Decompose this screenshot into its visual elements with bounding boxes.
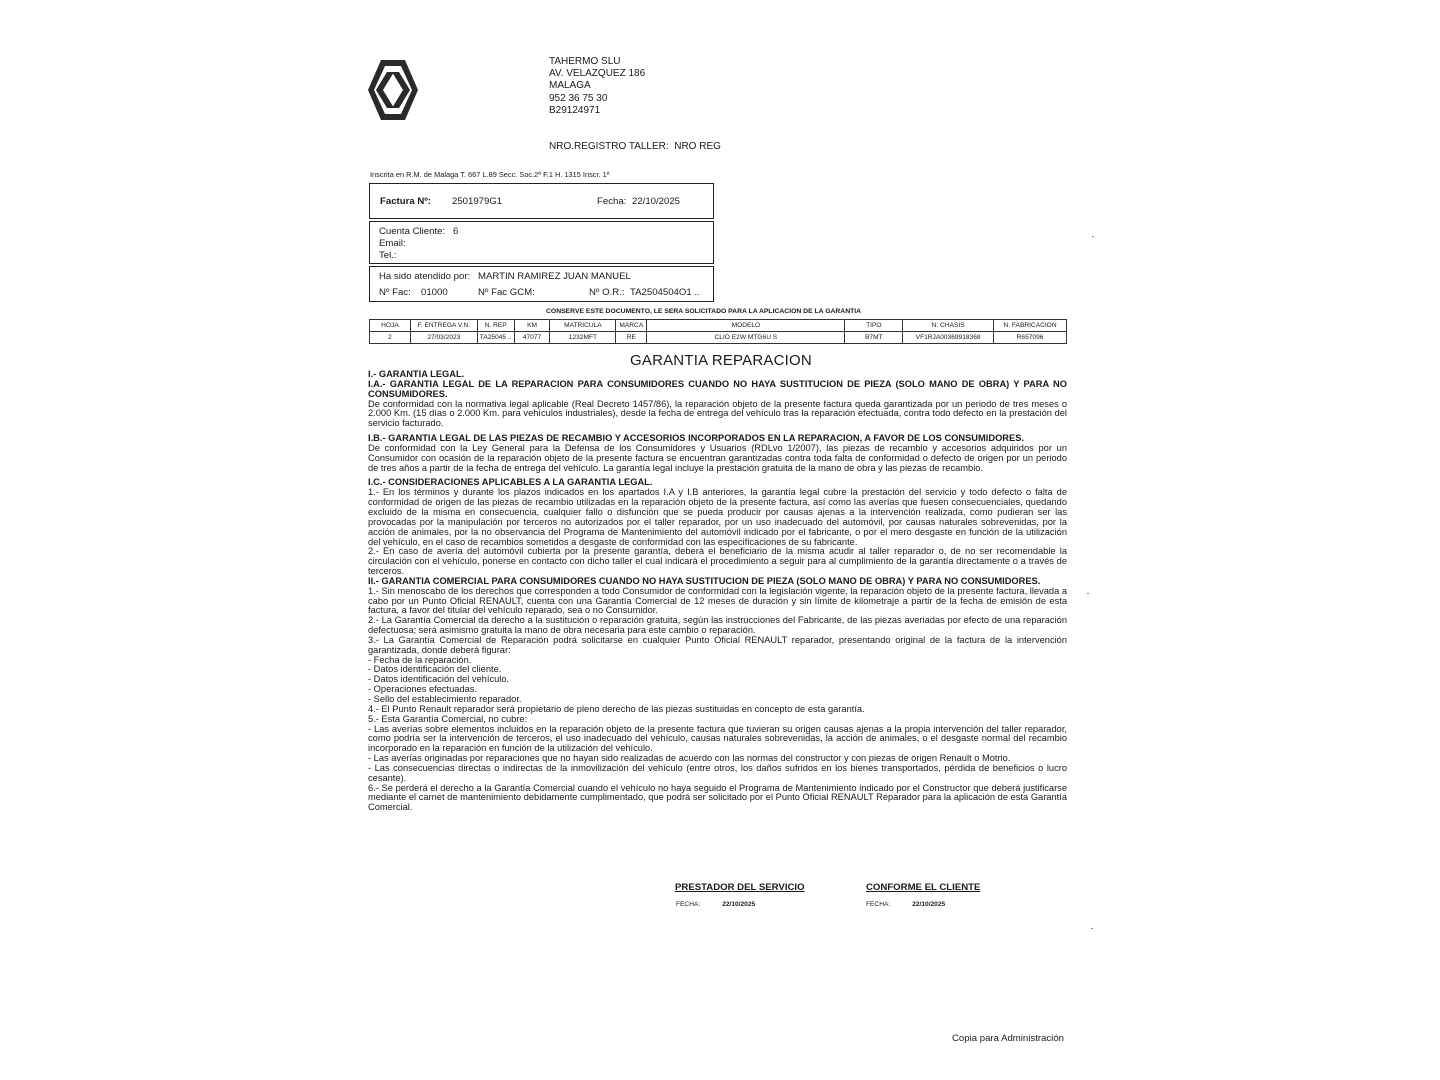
th-modelo: MODELO (647, 320, 845, 332)
th-chasis: N. CHASIS (903, 320, 994, 332)
paragraph-ic-2: 2.- En caso de avería del automóvil cubierta por la presente garantía, deberá el beneficiario de la misma acudir al taller reparador o, de no ser recomendable la circulación con el vehículo, ponerse en contacto con dicho taller el cual indicará el procedimiento a seguir para al cumplimiento de la garantía directamente o a través de terceros. (368, 546, 1067, 577)
fecha-prestador (676, 901, 755, 908)
conforme-cliente-label: CONFORME EL CLIENTE (866, 882, 981, 893)
th-entrega: F. ENTREGA V.N. (410, 320, 477, 332)
td-entrega: 27/03/2023 (410, 332, 477, 344)
nfac-value: 01000 (421, 287, 448, 298)
company-cif: B29124971 (549, 104, 601, 116)
warranty-text (368, 370, 1067, 813)
th-marca: MARCA (616, 320, 647, 332)
list-item: - Datos identificación del cliente. (368, 664, 502, 675)
list-item: - Las consecuencias directas o indirectas de la inmovilización del vehículo (entre otros, los daños sufridos en los bienes transportados, pérdida de beneficios o lucro cesante). (368, 762, 1067, 783)
conserve-notice: CONSERVE ESTE DOCUMENTO, LE SERA SOLICITADO PARA LA APLICACION DE LA GARANTIA (546, 308, 862, 315)
heading-ii: II.- GARANTIA COMERCIAL PARA CONSUMIDORES CUANDO NO HAYA SUSTITUCION DE PIEZA (SOLO MANO DE OBRA) Y PARA NO CONSUMIDORES. (368, 575, 1041, 586)
td-marca: RE (616, 332, 647, 344)
paragraph-ii-3: 3.- La Garantía Comercial de Reparación podrá solicitarse en cualquier Punto Oficial RENAULT reparador, presentando original de la factura de la intervención garantizada, donde deberá figurar: (368, 634, 1067, 655)
heading-garantia-legal: I.- GARANTIA LEGAL. (368, 369, 465, 379)
factura-value: 2501979G1 (452, 196, 503, 207)
factura-label: Factura Nº: (380, 196, 431, 207)
th-fabricacion: N. FABRICACION (994, 320, 1067, 332)
fecha-cliente (866, 901, 945, 908)
registro-label: NRO.REGISTRO TALLER: (549, 141, 669, 152)
fecha-value: 22/10/2025 (632, 196, 681, 207)
scan-speck (1091, 928, 1093, 929)
td-matricula: 1232MFT (550, 332, 616, 344)
scan-speck (1087, 593, 1089, 594)
th-km: KM (514, 320, 550, 332)
list-item: - Operaciones efectuadas. (368, 684, 478, 695)
company-info (549, 56, 645, 117)
company-phone: 952 36 75 30 (549, 92, 608, 104)
email-label: Email: (379, 238, 406, 249)
table-header-row (370, 320, 1067, 332)
heading-ia: I.A.- GARANTIA LEGAL DE LA REPARACION PARA CONSUMIDORES CUANDO NO HAYA SUSTITUCION DE PIEZA (SOLO MANO DE OBRA) Y PARA NO CONSUMIDORES. (368, 378, 1067, 399)
th-hoja: HOJA (370, 320, 411, 332)
td-fabricacion: R657096 (994, 332, 1067, 344)
company-name: TAHERMO SLU (549, 56, 621, 67)
paragraph-ii-1: 1.- Sin menoscabo de los derechos que corresponden a todo Consumidor de conformidad con la legislación vigente, la reparación objeto de la presente factura, llevada a cabo por un Punto Oficial RENAULT, cuenta con una Garantía Comercial de 12 meses de duración y sin límite de kilometraje a partir de la fecha de emisión de esta factura, a favor del titular del vehículo reparado, sea o no Consumidor. (368, 585, 1067, 616)
vehicle-table (369, 319, 1067, 344)
fecha-prestador-label: FECHA: (676, 901, 701, 908)
fecha-cliente-label: FECHA: (866, 901, 891, 908)
paragraph-ii-6: 6.- Se perderá el derecho a la Garantía Comercial cuando el vehículo no haya seguido el Programa de Mantenimiento indicado por el Constructor que deberá justificarse mediante el carnet de mantenimiento debidamente cumplimentado, que podrá ser solicitado por el Punto Oficial RENAULT Reparador para la aplicación de esta Garantía Comercial. (368, 782, 1067, 813)
atendido-value: MARTIN RAMIREZ JUAN MANUEL (478, 271, 631, 282)
company-address: AV. VELAZQUEZ 186 (549, 68, 646, 80)
list-item: - Sello del establecimiento reparador. (368, 694, 522, 704)
cuenta-label: Cuenta Cliente: (379, 226, 446, 237)
atendido-label: Ha sido atendido por: (379, 271, 471, 282)
list-item: - Datos identificación del vehículo. (368, 674, 510, 685)
tel-label: Tel.: (379, 250, 397, 261)
gcm-label: Nº Fac GCM: (478, 287, 535, 298)
fecha-cliente-value: 22/10/2025 (912, 901, 946, 908)
cuenta-value: 6 (453, 226, 459, 237)
paragraph-ii-5: 5.- Esta Garantía Comercial, no cubre: (368, 713, 528, 724)
or-value: TA2504504O1 .. (630, 287, 700, 298)
or-label: Nº O.R.: (589, 287, 625, 298)
table-row (370, 332, 1067, 344)
list-item: - Las averías sobre elementos incluidos en la reparación objeto de la presente factura que tuvieran su origen causas ajenas a la propia intervención del taller reparador, como podría ser la intervención de terceros, el uso inadecuado del vehículo, causas naturales sobrevenidas, la acción de animales, o el desgaste normal del recambio incorporado en la reparación en función de la utilización del vehículo. (368, 723, 1067, 754)
inscripcion-registro: Inscrita en R.M. de Malaga T. 667 L.89 Secc. Soc.2ª F.1 H. 1315 Inscr. 1ª (370, 170, 610, 179)
registro-value: NRO REG (674, 141, 721, 152)
th-matricula: MATRICULA (550, 320, 616, 332)
td-hoja: 2 (370, 332, 411, 344)
td-km: 47077 (514, 332, 550, 344)
invoice-box (369, 183, 714, 219)
registro-taller (549, 141, 721, 152)
paragraph-ii-2: 2.- La Garantía Comercial da derecho a la sustitución o reparación gratuita, según las instrucciones del Fabricante, de las piezas averiadas por efecto de una reparación defectuosa; será asimismo gratuita la mano de obra necesaria para este cambio o reparación. (368, 615, 1067, 636)
td-modelo: CLIO E2W MTG6U S (647, 332, 845, 344)
attended-box (369, 266, 714, 302)
scan-speck (1092, 236, 1094, 237)
company-city: MALAGA (549, 80, 591, 92)
list-item: - Las averías originadas por reparaciones que no hayan sido realizadas de acuerdo con las normas del constructor y con piezas de origen Renault o Motrio. (368, 753, 1011, 764)
nfac-label: Nº Fac: (379, 287, 411, 298)
th-tipo: TIPO (845, 320, 903, 332)
copy-note: Copia para Administración (952, 1033, 1064, 1044)
paragraph-ii-4: 4.- El Punto Renault reparador será propietario de pleno derecho de las piezas sustituidas en concepto de esta garantía. (368, 703, 865, 714)
page-title: GARANTIA REPARACION (630, 352, 812, 369)
list-item: - Fecha de la reparación. (368, 654, 472, 665)
renault-logo (366, 58, 420, 122)
heading-ic: I.C.- CONSIDERACIONES APLICABLES A LA GARANTIA LEGAL. (368, 477, 653, 488)
td-chasis: VF1RJA00369918368 (903, 332, 994, 344)
paragraph-ic-1: 1.- En los términos y durante los plazos indicados en los apartados I.A y I.B anteriores, la garantía legal cubre la prestación del servicio y todo defecto o falta de conformidad de origen de las piezas de recambio utilizadas en la reparación objeto de la presente factura, así como las averías que fuesen consecuenciales, quedando excluido de la misma en consecuencia, cualquier fallo o disfunción que se pueda producir por causas ajenas a la intervención realizada, como pudieran ser las provocadas por la manipulación por terceros no autorizados por el taller reparador, por un uso inadecuado del automóvil, por causas naturales sobrevenidas, por la acción de animales, por la no observancia del Programa de Mantenimiento del automóvil indicado por el fabricante, o por el mero desgaste en función de la utilización del vehículo, en el caso de recambios sometidos a desgaste de conformidad con las especificaciones de su fabricante. (368, 487, 1067, 547)
prestador-servicio-label: PRESTADOR DEL SERVICIO (675, 882, 805, 893)
heading-ib: I.B.- GARANTIA LEGAL DE LAS PIEZAS DE RECAMBIO Y ACCESORIOS INCORPORADOS EN LA REPARACION, A FAVOR DE LOS CONSUMIDORES. (368, 433, 1024, 444)
paragraph-ib: De conformidad con la Ley General para la Defensa de los Consumidores y Usuarios (RDLvo 1/2007), las piezas de recambio y accesorios adquiridos por un Consumidor con ocasión de la reparación objeto de la presente factura se encuentran garantizadas contra toda falta de conformidad o defecto de origen por un periodo de tres años a partir de la fecha de entrega del vehículo. La garantía legal incluye la prestación gratuita de la mano de obra y las piezas de recambio. (368, 442, 1067, 473)
client-box (369, 221, 714, 264)
fecha-label: Fecha: (597, 196, 627, 207)
td-nrep: TA25045 .. (477, 332, 514, 344)
th-nrep: N. REP (477, 320, 514, 332)
fecha-prestador-value: 22/10/2025 (722, 901, 756, 908)
paragraph-ia: De conformidad con la normativa legal aplicable (Real Decreto 1457/86), la reparación objeto de la presente factura queda garantizada por un periodo de tres meses o 2.000 Km. (15 días o 2.000 Km. para vehículos industriales), desde la fecha de entrega del vehículo tras la reparación efectuada, contra todo defecto en la prestación del servicio facturado. (368, 398, 1067, 429)
td-tipo: B7MT (845, 332, 903, 344)
